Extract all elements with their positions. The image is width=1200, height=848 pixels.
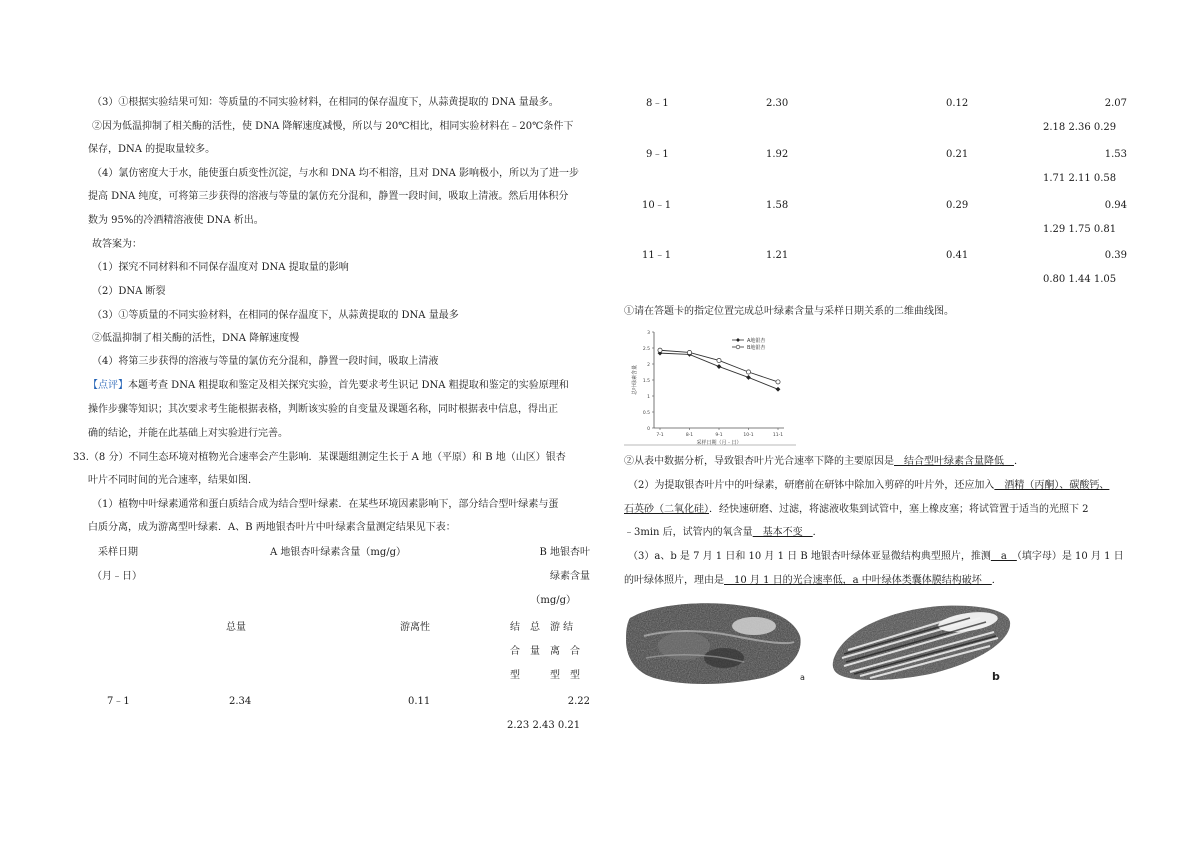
table-cell-date: 11﹣1: [642, 250, 672, 261]
answer-3-2b: 保存，DNA 的提取量较多。: [88, 144, 216, 155]
comment-text-a: 本题考查 DNA 粗提取和鉴定及相关探究实验，首先要求考生识记 DNA 粗提取和鉴定的实验原理和: [128, 380, 569, 391]
q2-suffix: ．: [1014, 456, 1024, 467]
final-answer-3: （3）①等质量的不同实验材料，在相同的保存温度下，从蒜黄提取的 DNA 量最多: [92, 310, 459, 321]
chart-axes: [624, 330, 796, 446]
q33-2-suffix-c: ．: [812, 527, 823, 538]
table-header-sub-1: 结 总 游 结: [510, 622, 574, 633]
table-cell-bound: 2.22: [567, 696, 590, 707]
data-point: [776, 380, 780, 384]
table-cell-bound: 1.53: [1104, 149, 1127, 160]
q33-3-prefix: （3）a、b 是 7 月 1 日和 10 月 1 日 B 地银杏叶绿体亚显微结构典型照片，推测: [628, 551, 991, 562]
x-tick-label: 9-1: [715, 433, 723, 438]
question-33-3-line-a: [628, 550, 1124, 564]
answer-4-b: 提高 DNA 纯度，可将第三步获得的溶液与等量的氯仿充分混和，静置一段时间，吸取上清液。然后用体积分: [88, 191, 569, 202]
y-tick-label: 3: [647, 331, 650, 336]
y-tick-label: 2.5: [642, 347, 650, 352]
data-point: [746, 370, 750, 374]
legend-label: B地银杏: [747, 345, 766, 351]
y-tick-label: 0: [647, 427, 650, 432]
comment-tag: 【点评】: [88, 380, 128, 391]
table-cell-free: 0.29: [946, 200, 969, 211]
final-answer-4: （4）将第三步获得的溶液与等量的氯仿充分混和，静置一段时间，吸取上清液: [92, 356, 439, 367]
answer-3-1: （3）①根据实验结果可知：等质量的不同实验材料，在相同的保存温度下，从蒜黄提取的 DNA 量最多。: [92, 97, 559, 108]
table-cell-b-values: 1.71 2.11 0.58: [1043, 173, 1117, 184]
x-tick-label: 11-1: [772, 433, 784, 438]
q33-2-answer-c: 基本不变: [752, 527, 813, 538]
chloroplast-micrographs: [624, 596, 1024, 690]
table-cell-bound: 0.94: [1104, 200, 1127, 211]
data-point: [658, 348, 662, 352]
question-33-stem-b: 叶片不同时间的光合速率，结果如图．: [88, 475, 258, 486]
table-cell-bound: 2.07: [1104, 98, 1127, 109]
answer-4-a: （4）氯仿密度大于水，能使蛋白质变性沉淀，与水和 DNA 均不相溶，且对 DNA 影响极小，所以为了进一步: [92, 168, 580, 179]
y-tick-label: 1: [647, 395, 650, 400]
question-33-3-line-b: [624, 574, 1002, 588]
q33-2-answer-a: 酒精（丙酮）、碳酸钙、: [994, 480, 1110, 491]
question-33-1a: （1）植物中叶绿素通常和蛋白质结合成为结合型叶绿素．在某些环境因素影响下，部分结合型叶绿素与蛋: [92, 499, 559, 510]
table-cell-free: 0.21: [946, 149, 969, 160]
table-header-total: 总量: [226, 622, 246, 633]
x-axis-label: 采样日期（月﹣日）: [696, 440, 742, 446]
table-cell-date: 9﹣1: [646, 149, 669, 160]
q33-3-suffix-b: ．: [991, 575, 1002, 586]
table-cell-date: 10﹣1: [642, 200, 672, 211]
legend-marker: [736, 338, 740, 342]
x-tick-label: 7-1: [656, 433, 664, 438]
table-cell-b-values: 0.80 1.44 1.05: [1043, 274, 1117, 285]
q2-answer: 结合型叶绿素含量降低: [894, 456, 1014, 467]
final-answer-2: （2）DNA 断裂: [92, 286, 166, 297]
photo-a-label: a: [800, 673, 805, 682]
y-tick-label: 0.5: [642, 411, 650, 416]
table-cell-free: 0.41: [946, 250, 969, 261]
comment-line-c: 确的结论，并能在此基础上对实验进行完善。: [88, 428, 288, 439]
table-header-sub-2: 合 量 离 合: [510, 646, 580, 657]
table-cell-b-values: 2.23 2.43 0.21: [507, 720, 581, 731]
q33-3-answer-a: a: [990, 551, 1017, 562]
data-point: [687, 350, 691, 354]
chloroplast-photo-b: [833, 606, 1010, 683]
table-header-free: 游离性: [400, 622, 430, 633]
table-cell-b-values: 2.18 2.36 0.29: [1043, 122, 1117, 133]
q33-2-prefix-c: ﹣3min 后，试管内的氧含量: [624, 527, 753, 538]
chart-series: [658, 348, 781, 392]
data-point: [746, 375, 751, 380]
question-33-1b: 白质分离，成为游离型叶绿素．A、B 两地银杏叶片中叶绿素含量测定结果见下表：: [88, 522, 456, 533]
legend-label: A地银杏: [747, 338, 766, 344]
table-header-date-2: （月﹣日）: [92, 571, 142, 582]
table-cell-date: 8﹣1: [646, 98, 669, 109]
final-answer-3b: ②低温抑制了相关酶的活性，DNA 降解速度慢: [92, 333, 300, 344]
x-tick-label: 10-1: [743, 433, 754, 438]
table-header-b-3: （mg/g）: [530, 595, 576, 606]
table-cell-b-values: 1.29 1.75 0.81: [1043, 224, 1117, 235]
x-tick-label: 8-1: [685, 433, 694, 438]
table-cell-total: 1.21: [766, 250, 789, 261]
answer-4-c: 数为 95%的冷酒精溶液使 DNA 析出。: [88, 215, 264, 226]
q33-3-suffix: （填字母）是 10 月 1 日: [1016, 551, 1124, 562]
table-cell-total: 2.34: [229, 696, 252, 707]
comment-line-b: 操作步骤等知识；其次要求考生能根据表格，判断该实验的自变量及课题名称，同时根据表中信息，得出正: [88, 404, 558, 415]
q33-2-text-b: ．经快速研磨、过滤，将滤液收集到试管中，塞上橡皮塞；将试管置于适当的光照下 2: [709, 504, 1089, 515]
chloroplast-photo-a: [626, 603, 805, 684]
table-cell-total: 1.92: [766, 149, 789, 160]
table-header-b-2: 绿素含量: [550, 571, 590, 582]
comment-line-a: [88, 379, 569, 393]
chart-legend: [732, 337, 765, 351]
table-header-date-1: 采样日期: [98, 547, 138, 558]
legend-marker: [736, 345, 740, 349]
q33-3-answer-b: 10 月 1 日的光合速率低，a 中叶绿体类囊体膜结构破坏: [724, 575, 992, 586]
photo-b-label: b: [992, 670, 1000, 683]
table-cell-total: 2.30: [766, 98, 789, 109]
table-cell-free: 0.11: [408, 696, 431, 707]
answer-3-2a: ②因为低温抑制了相关酶的活性，使 DNA 降解速度减慢，所以与 20℃相比，相同实验材料在﹣20℃条件下: [92, 121, 574, 132]
question-33-stem-a: 33.（8 分）不同生态环境对植物光合速率会产生影响．某课题组测定生长于 A 地（平原）和 B 地（山区）银杏: [73, 452, 566, 463]
q33-2-prefix: （2）为提取银杏叶片中的叶绿素，研磨前在研钵中除加入剪碎的叶片外，还应加入: [628, 480, 995, 491]
y-tick-label: 1.5: [642, 379, 650, 384]
table-cell-free: 0.12: [946, 98, 969, 109]
question-33-2-line-b: [624, 503, 1089, 517]
table-header-a: A 地银杏叶绿素含量（mg/g）: [270, 547, 407, 558]
q33-2-answer-b: 石英砂（二氧化硅）: [624, 504, 709, 515]
table-cell-bound: 0.39: [1104, 250, 1127, 261]
y-tick-label: 2: [647, 363, 650, 368]
data-point: [717, 364, 722, 369]
data-point: [776, 387, 781, 392]
final-answer-1: （1）探究不同材料和不同保存温度对 DNA 提取量的影响: [92, 262, 349, 273]
question-33-2-line-c: [624, 526, 823, 540]
question-33-2-line-a: [628, 479, 1109, 493]
q2-prefix: ②从表中数据分析，导致银杏叶片光合速率下降的主要原因是: [624, 456, 894, 467]
chlorophyll-line-chart: [624, 324, 800, 448]
question-33-1-2: [624, 455, 1024, 469]
table-header-b-1: B 地银杏叶: [539, 547, 590, 558]
table-cell-total: 1.58: [766, 200, 789, 211]
table-header-sub-3: 型 型 型: [510, 670, 580, 681]
chart-instruction: ①请在答题卡的指定位置完成总叶绿素含量与采样日期关系的二维曲线图。: [624, 306, 954, 317]
y-axis-label: 总叶绿素含量: [632, 364, 638, 396]
data-point: [717, 358, 721, 362]
table-cell-date: 7﹣1: [107, 696, 130, 707]
q33-3-prefix-b: 的叶绿体照片，理由是: [624, 575, 724, 586]
answer-heading: 故答案为：: [92, 239, 142, 250]
